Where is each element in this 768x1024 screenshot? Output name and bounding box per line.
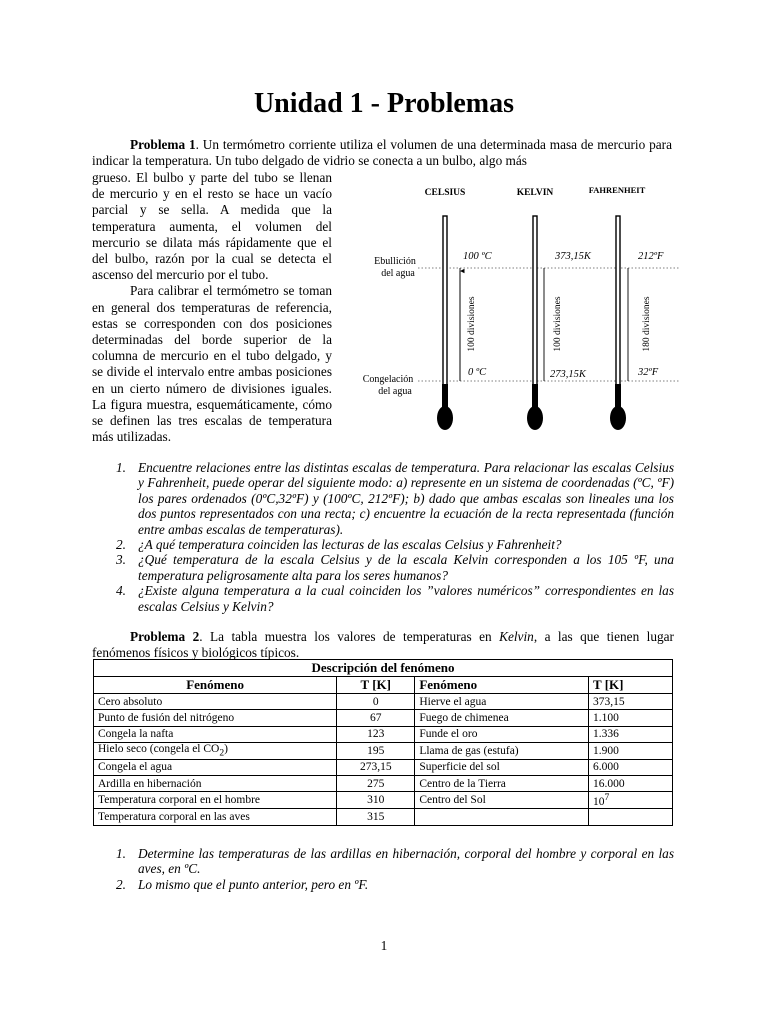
- table-row: [94, 694, 673, 710]
- question-text: ¿A qué temperatura coinciden las lecturas de las escalas Celsius y Fahrenheit?: [138, 537, 562, 553]
- cell-text: Hielo seco (congela el CO: [98, 743, 220, 756]
- question-item: [116, 846, 674, 877]
- scale-celsius-label: CELSIUS: [424, 188, 466, 198]
- cell-text: 0: [372, 695, 379, 708]
- table-cell: [415, 809, 589, 825]
- table-header: T [K]: [337, 677, 415, 694]
- problem1-intro-text: . Un termómetro corriente utiliza el volumen de una determinada masa de mercurio para indicar la temperatura. Un tubo delgado de vidrio se conecta a un bulbo, algo más: [92, 137, 672, 169]
- problem1-intro: [92, 137, 672, 169]
- cell-text: Temperatura corporal en las aves: [98, 810, 250, 823]
- question-item: [116, 552, 674, 583]
- cell-text: 373,15: [593, 695, 625, 708]
- cell-text: Fuego de chimenea: [419, 712, 509, 725]
- celsius-high-label: 100 ºC: [463, 251, 492, 262]
- question-text: ¿Qué temperatura de la escala Celsius y de la escala Kelvin corresponden a los 105 ºF, una temperatura peligrosamente alta para los seres humanos?: [138, 552, 674, 583]
- question-number: 1.: [116, 846, 126, 861]
- cell-text: Cero absoluto: [98, 695, 163, 708]
- cell-text: 315: [367, 810, 385, 823]
- table-header: T [K]: [589, 677, 673, 694]
- table-cell: [94, 694, 337, 710]
- problem2-intro-text: . La tabla muestra los valores de temperaturas en: [199, 629, 500, 644]
- question-number: 3.: [116, 552, 126, 568]
- question-number: 1.: [116, 460, 126, 475]
- table-cell: [337, 743, 415, 759]
- table-cell: [337, 726, 415, 742]
- problem1-body: [92, 170, 332, 445]
- table-cell: [589, 743, 673, 759]
- question-item: [116, 537, 674, 552]
- problem1-paragraph-1: grueso. El bulbo y parte del tubo se llenan de mercurio y en el resto se hace un vacío parcial y se sella. A medida que la temperatura aumenta, el volumen del mercurio se dilata más rápidamente que el del bulbo, razón por la cual se detecta el ascenso del mercurio por el tubo.: [92, 170, 332, 283]
- table-cell: [337, 694, 415, 710]
- question-item: [116, 877, 674, 892]
- table-cell: [94, 792, 337, 809]
- question-text: Encuentre relaciones entre las distintas escalas de temperatura. Para relacionar las escalas Celsius y Fahrenheit, puede operar del siguiente modo: a) represente en un sistema de coordenadas (ºC, ºF) los pares ordenados (0ºC,32ºF) y (100ºC, 212ºF); b) dado que ambas escalas son lineales una los dos puntos representados con una recta; c) encuentre la ecuación de la recta representada (función entre ambas escalas de temperaturas).: [138, 460, 674, 537]
- cell-text: 195: [367, 744, 385, 757]
- table-row: [94, 726, 673, 742]
- cell-text: Funde el oro: [419, 728, 478, 741]
- cell-text: 1.336: [593, 728, 619, 741]
- cell-text: Temperatura corporal en el hombre: [98, 794, 261, 807]
- problem1-questions: [116, 460, 674, 614]
- boiling-label-line1: Ebullición: [374, 256, 416, 267]
- table-row: [94, 710, 673, 726]
- problem1-label: Problema 1: [130, 137, 196, 152]
- kelvin-high-label: 373,15K: [555, 251, 591, 262]
- table-cell: [415, 710, 589, 726]
- table-cell: [415, 743, 589, 759]
- co2-subscript: 2: [219, 747, 225, 759]
- question-number: 2.: [116, 876, 126, 892]
- table-row: [94, 809, 673, 825]
- table-cell: [589, 694, 673, 710]
- cell-text: 16.000: [593, 777, 625, 790]
- table-cell: [415, 792, 589, 809]
- question-number: 4.: [116, 583, 126, 599]
- table-cell: [94, 775, 337, 791]
- kelvin-thermometer: [527, 216, 543, 430]
- cell-text: 275: [367, 777, 385, 790]
- table-cell: [94, 809, 337, 825]
- cell-text: 1.900: [593, 744, 619, 757]
- table-header: Fenómeno: [415, 677, 589, 694]
- table-cell: [94, 710, 337, 726]
- problem2-intro: [92, 629, 674, 661]
- question-text: ¿Existe alguna temperatura a la cual coinciden los ”valores numéricos” correspondientes en las escalas Celsius y Kelvin?: [138, 583, 674, 614]
- problem2-label: Problema 2: [130, 629, 200, 644]
- table-row: [94, 759, 673, 775]
- cell-text: Llama de gas (estufa): [419, 744, 519, 757]
- table-cell: [589, 726, 673, 742]
- problem1-paragraph-2: Para calibrar el termómetro se toman en general dos temperaturas de referencia, estas se corresponden con dos posiciones determinadas del borde superior de la columna de mercurio en el tubo delgado, y se divide el intervalo entre ambas posiciones en un cierto número de divisiones iguales. La figura muestra, esquemáticamente, cómo se definen las tres escalas de temperatura más utilizadas.: [92, 283, 332, 445]
- freezing-label-line2: del agua: [378, 386, 412, 397]
- table-cell: [337, 792, 415, 809]
- table-cell: [415, 694, 589, 710]
- sun-exponent: 7: [604, 792, 610, 804]
- table-cell: [589, 710, 673, 726]
- cell-text: 67: [370, 712, 382, 725]
- problem2-kelvin-word: Kelvin: [499, 629, 534, 644]
- cell-text: ): [224, 743, 228, 756]
- kelvin-low-label: 273,15K: [550, 369, 586, 380]
- scale-fahrenheit-label: FAHRENHEIT: [588, 185, 646, 195]
- cell-text: Punto de fusión del nitrógeno: [98, 712, 235, 725]
- table-row: [94, 775, 673, 791]
- table-cell: [94, 759, 337, 775]
- scale-kelvin-label: KELVIN: [516, 188, 554, 198]
- table-cell: [337, 759, 415, 775]
- cell-text: Ardilla en hibernación: [98, 777, 202, 790]
- cell-text: 123: [367, 728, 385, 741]
- kelvin-divisions-label: 100 divisiones: [553, 296, 563, 352]
- cell-text: Congela la nafta: [98, 728, 174, 741]
- table-cell: [589, 759, 673, 775]
- table-cell: [589, 809, 673, 825]
- cell-text: Hierve el agua: [419, 695, 487, 708]
- table-cell: [94, 743, 337, 759]
- table-cell: [337, 710, 415, 726]
- table-cell: [589, 775, 673, 791]
- celsius-divisions-label: 100 divisiones: [467, 296, 477, 352]
- table-caption: Descripción del fenómeno: [94, 660, 673, 677]
- page-title: Unidad 1 - Problemas: [253, 88, 515, 119]
- question-item: [116, 583, 674, 614]
- celsius-low-label: 0 ºC: [468, 367, 487, 378]
- fahrenheit-thermometer: [610, 216, 626, 430]
- table-cell: [94, 726, 337, 742]
- question-text: Lo mismo que el punto anterior, pero en ºF.: [138, 876, 369, 892]
- fahrenheit-high-label: 212ºF: [638, 251, 664, 262]
- table-cell: [589, 792, 673, 809]
- fahrenheit-divisions-label: 180 divisiones: [642, 296, 652, 352]
- question-item: [116, 460, 674, 537]
- cell-text: Superficie del sol: [419, 761, 500, 774]
- thermometer-figure: [350, 176, 680, 436]
- table-cell: [415, 775, 589, 791]
- cell-text: 1.100: [593, 712, 619, 725]
- problem2-intro-text-end: , a las que tienen lugar fenómenos físicos y biológicos típicos.: [92, 629, 674, 660]
- phenomena-table: [93, 659, 673, 826]
- fahrenheit-low-label: 32ºF: [638, 367, 659, 378]
- cell-text: 273,15: [359, 761, 392, 774]
- question-number: 2.: [116, 537, 126, 553]
- boiling-label-line2: del agua: [381, 268, 415, 279]
- cell-text: Congela el agua: [98, 761, 173, 774]
- cell-text: 10: [593, 796, 605, 809]
- question-text: Determine las temperaturas de las ardillas en hibernación, corporal del hombre y corporal en las aves, en ºC.: [138, 846, 674, 877]
- page-number: 1: [380, 938, 388, 953]
- table-row: [94, 792, 673, 809]
- table-cell: [415, 759, 589, 775]
- cell-text: 6.000: [593, 761, 619, 774]
- table-header: Fenómeno: [94, 677, 337, 694]
- freezing-label-line1: Congelación: [362, 374, 414, 385]
- cell-text: Centro de la Tierra: [419, 777, 506, 790]
- cell-text: Centro del Sol: [419, 794, 486, 807]
- problem2-questions: [116, 846, 674, 892]
- table-row: [94, 743, 673, 759]
- table-cell: [337, 809, 415, 825]
- table-cell: [415, 726, 589, 742]
- celsius-thermometer: [437, 216, 453, 430]
- table-cell: [337, 775, 415, 791]
- cell-text: 310: [367, 794, 385, 807]
